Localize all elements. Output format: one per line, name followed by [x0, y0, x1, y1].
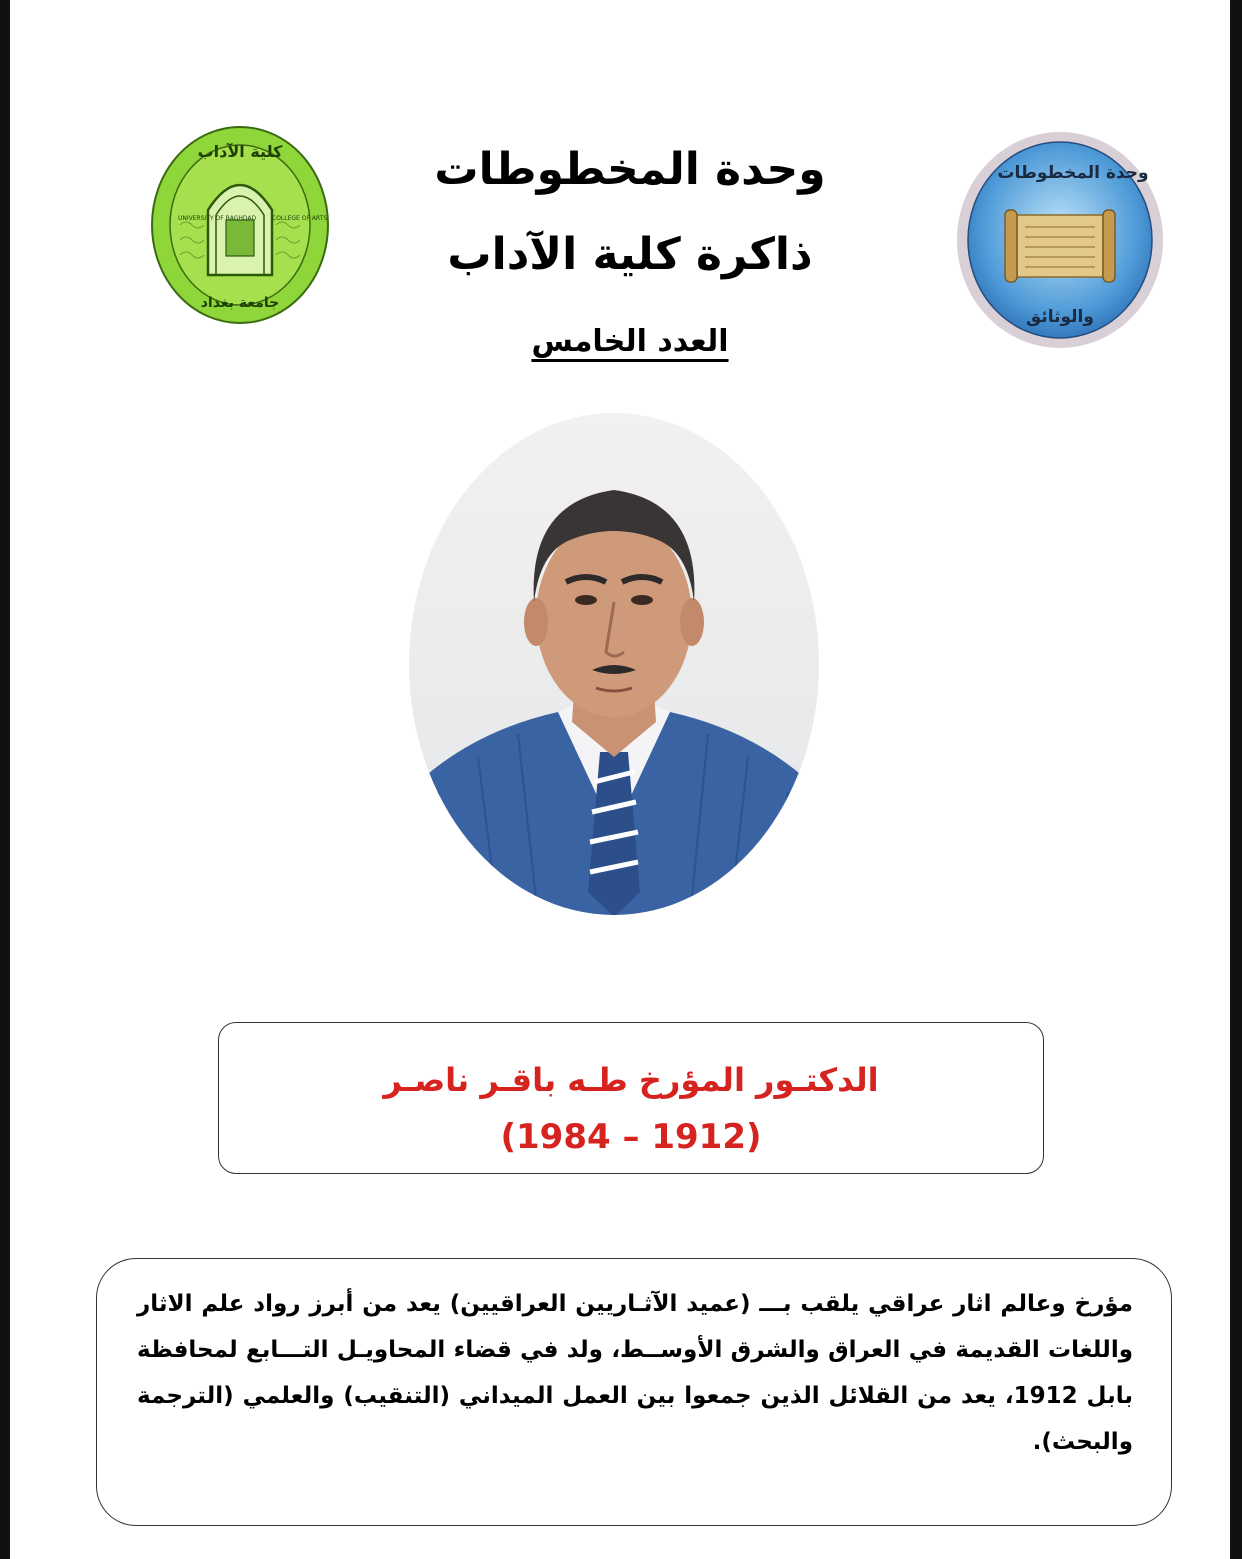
issue-label: العدد الخامس [531, 324, 729, 359]
svg-text:كلية الآداب: كلية الآداب [197, 142, 283, 161]
person-name: الدكتـور المؤرخ طـه باقـر ناصـر [383, 1061, 879, 1099]
svg-text:وحدة المخطوطات: وحدة المخطوطات [997, 163, 1149, 183]
name-card [218, 1022, 1044, 1174]
svg-text:COLLEGE OF ARTS: COLLEGE OF ARTS [272, 215, 328, 222]
svg-text:UNIVERSITY OF BAGHDAD: UNIVERSITY OF BAGHDAD [178, 215, 257, 222]
issue-number [370, 320, 890, 364]
biography-text: مؤرخ وعالم اثار عراقي يلقب بـــ (عميد الآثـاريين العراقيين) يعد من أبرز رواد علم الاثار واللغات القديمة في العراق والشرق الأوســط، ولد في قضاء المحاويـل التـــابع لمحافظة بابل 1912، يعد من القلائل الذين جمعوا بين العمل الميداني (التنقيب) والعلمي (الترجمة والبحث). [137, 1291, 1133, 1455]
portrait-icon [408, 412, 820, 917]
manuscripts-unit-seal-icon [955, 130, 1165, 350]
series-title: ذاكرة كلية الآداب [447, 229, 813, 280]
svg-text:والوثائق: والوثائق [1026, 307, 1094, 327]
svg-text:جامعة بغداد: جامعة بغداد [200, 295, 280, 311]
college-of-arts-seal-icon [150, 125, 330, 325]
right-page-edge [1230, 0, 1242, 1559]
biography-card [96, 1258, 1172, 1526]
person-years: (1912 – 1984) [500, 1117, 762, 1157]
left-page-edge [0, 0, 10, 1559]
unit-title: وحدة المخطوطات [434, 144, 826, 195]
document-page [10, 0, 1230, 1559]
